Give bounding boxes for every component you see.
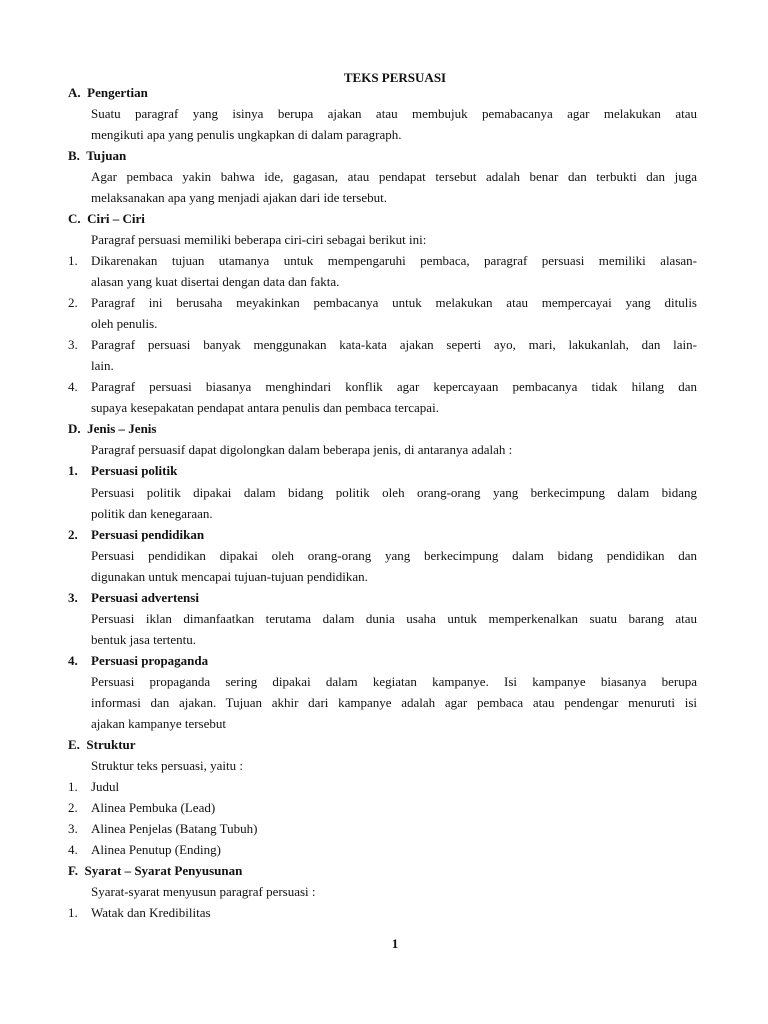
- jenis-4-line-3: ajakan kampanye tersebut: [91, 716, 226, 731]
- syarat-item-1-text: Watak dan Kredibilitas: [91, 905, 211, 920]
- section-d-marker: D.: [68, 421, 81, 436]
- section-a-title: Pengertian: [87, 85, 148, 100]
- section-d-heading: [68, 421, 156, 437]
- struktur-item-1-text: Judul: [91, 779, 120, 794]
- ciri-item-1-line-2: alasan yang kuat disertai dengan data dan fakta.: [91, 274, 340, 289]
- ciri-item-2-line-1: Paragraf ini berusaha meyakinkan pembacanya untuk melakukan atau mempercayai yang ditulis: [91, 295, 697, 310]
- section-d-title: Jenis – Jenis: [87, 421, 157, 436]
- section-e-marker: E.: [68, 737, 80, 752]
- ciri-item-1-line-1: Dikarenakan tujuan utamanya untuk mempengaruhi pembaca, paragraf persuasi memiliki alasan-: [91, 253, 697, 268]
- ciri-item-4-line-1: Paragraf persuasi biasanya menghindari konflik agar kepercayaan pembacanya tidak hilang dan: [91, 379, 697, 394]
- syarat-item-1-number: 1.: [68, 905, 78, 920]
- section-c-heading: [68, 211, 145, 227]
- ciri-item-4-number: 4.: [68, 379, 78, 394]
- section-c-title: Ciri – Ciri: [87, 211, 145, 226]
- jenis-3-line-1: Persuasi iklan dimanfaatkan terutama dalam dunia usaha untuk memperkenalkan suatu barang atau: [91, 611, 697, 626]
- jenis-1-heading: Persuasi politik: [91, 463, 178, 478]
- jenis-4-line-1: Persuasi propaganda sering dipakai dalam kegiatan kampanye. Isi kampanye biasanya berupa: [91, 674, 697, 689]
- ciri-item-4-line-2: supaya kesepakatan pendapat antara penulis dan pembaca tercapai.: [91, 400, 439, 415]
- jenis-2-line-1: Persuasi pendidikan dipakai oleh orang-orang yang berkecimpung dalam bidang pendidikan dan: [91, 548, 697, 563]
- jenis-3-line-2: bentuk jasa tertentu.: [91, 632, 197, 647]
- jenis-3-heading: Persuasi advertensi: [91, 590, 199, 605]
- section-a-line-1: Suatu paragraf yang isinya berupa ajakan atau membujuk pemabacanya agar melakukan atau: [91, 106, 697, 121]
- jenis-4-line-2: informasi dan ajakan. Tujuan akhir dari kampanye adalah agar pembaca atau pendengar menuruti isi: [91, 695, 697, 710]
- jenis-4-number: 4.: [68, 653, 78, 668]
- ciri-item-2-number: 2.: [68, 295, 78, 310]
- jenis-2-heading: Persuasi pendidikan: [91, 527, 205, 542]
- section-e-title: Struktur: [86, 737, 136, 752]
- jenis-2-line-2: digunakan untuk mencapai tujuan-tujuan pendidikan.: [91, 569, 368, 584]
- jenis-1-number: 1.: [68, 463, 78, 478]
- page-number: 1: [391, 936, 399, 951]
- section-a-line-2: mengikuti apa yang penulis ungkapkan di dalam paragraph.: [91, 127, 402, 142]
- struktur-item-4-text: Alinea Penutup (Ending): [91, 842, 221, 857]
- ciri-item-3-line-1: Paragraf persuasi banyak menggunakan kata-kata ajakan seperti ayo, mari, lakukanlah, dan lain-: [91, 337, 697, 352]
- jenis-1-line-1: Persuasi politik dipakai dalam bidang politik oleh orang-orang yang berkecimpung dalam bidang: [91, 485, 697, 500]
- section-a-heading: [68, 85, 148, 101]
- struktur-item-3-text: Alinea Penjelas (Batang Tubuh): [91, 821, 258, 836]
- ciri-item-3-number: 3.: [68, 337, 78, 352]
- jenis-1-line-2: politik dan kenegaraan.: [91, 506, 213, 521]
- section-b-title: Tujuan: [86, 148, 127, 163]
- section-e-intro: Struktur teks persuasi, yaitu :: [91, 758, 244, 773]
- jenis-4-heading: Persuasi propaganda: [91, 653, 209, 668]
- ciri-item-2-line-2: oleh penulis.: [91, 316, 158, 331]
- struktur-item-4-number: 4.: [68, 842, 78, 857]
- ciri-item-3-line-2: lain.: [91, 358, 114, 373]
- jenis-3-number: 3.: [68, 590, 78, 605]
- section-a-marker: A.: [68, 85, 81, 100]
- section-b-line-2: melaksanakan apa yang menjadi ajakan dari ide tersebut.: [91, 190, 387, 205]
- section-f-title: Syarat – Syarat Penyusunan: [84, 863, 243, 878]
- section-f-intro: Syarat-syarat menyusun paragraf persuasi :: [91, 884, 316, 899]
- section-e-heading: [68, 737, 136, 753]
- struktur-item-1-number: 1.: [68, 779, 78, 794]
- section-b-line-1: Agar pembaca yakin bahwa ide, gagasan, atau pendapat tersebut adalah benar dan terbukti dan juga: [91, 169, 697, 184]
- struktur-item-2-text: Alinea Pembuka (Lead): [91, 800, 216, 815]
- struktur-item-3-number: 3.: [68, 821, 78, 836]
- section-d-intro: Paragraf persuasif dapat digolongkan dalam beberapa jenis, di antaranya adalah :: [91, 442, 513, 457]
- struktur-item-2-number: 2.: [68, 800, 78, 815]
- section-f-heading: [68, 863, 242, 879]
- section-b-marker: B.: [68, 148, 80, 163]
- section-b-heading: [68, 148, 126, 164]
- section-f-marker: F.: [68, 863, 78, 878]
- jenis-2-number: 2.: [68, 527, 78, 542]
- document-title: TEKS PERSUASI: [343, 70, 447, 85]
- ciri-item-1-number: 1.: [68, 253, 78, 268]
- section-c-intro: Paragraf persuasi memiliki beberapa ciri-ciri sebagai berikut ini:: [91, 232, 427, 247]
- section-c-marker: C.: [68, 211, 81, 226]
